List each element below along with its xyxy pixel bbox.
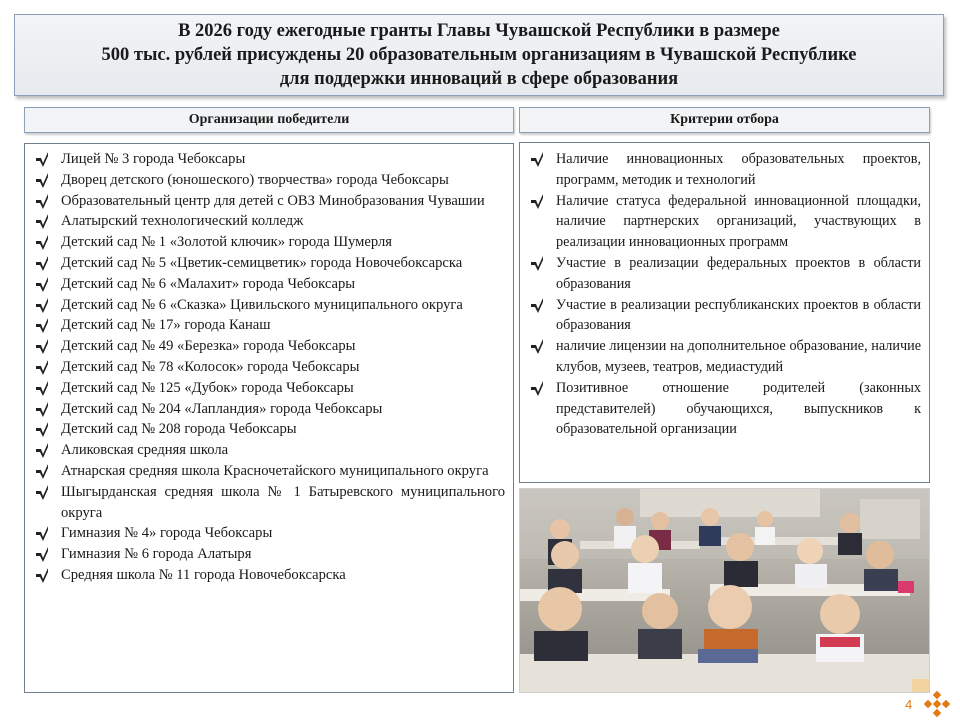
checkmark-arrow-icon — [530, 149, 544, 169]
list-item-text: Аликовская средняя школа — [61, 442, 229, 459]
list-item — [33, 274, 505, 295]
checkmark-arrow-icon — [530, 191, 544, 211]
list-item — [33, 211, 505, 232]
list-item-text: Наличие статуса федеральной инновационной площадки, наличие партнерских организаций, участвующих в реализации инновационных программ — [556, 192, 921, 251]
checkmark-arrow-icon — [35, 440, 49, 460]
list-item — [528, 149, 921, 191]
list-item-text: Детский сад № 1 «Золотой ключик» города Шумерля — [61, 234, 392, 251]
list-item-text: Участие в реализации федеральных проектов в области образования — [556, 254, 921, 292]
list-item — [528, 378, 921, 440]
list-item — [33, 461, 505, 482]
checkmark-arrow-icon — [35, 191, 49, 211]
criteria-header: Критерии отбора — [519, 107, 930, 133]
list-item-text: Участие в реализации республиканских проектов в области образования — [556, 296, 921, 334]
list-item-text: Средняя школа № 11 города Новочебоксарска — [61, 566, 346, 583]
list-item — [33, 544, 505, 565]
chuvash-ornament-icon — [922, 690, 952, 718]
list-item — [33, 149, 505, 170]
checkmark-arrow-icon — [35, 170, 49, 190]
checkmark-arrow-icon — [35, 482, 49, 502]
criteria-panel — [519, 142, 930, 483]
list-item — [528, 253, 921, 295]
list-item — [33, 482, 505, 524]
list-item — [33, 357, 505, 378]
list-item-text: Детский сад № 49 «Березка» города Чебоксары — [61, 338, 356, 355]
list-item — [33, 419, 505, 440]
list-item — [33, 253, 505, 274]
checkmark-arrow-icon — [35, 336, 49, 356]
checkmark-arrow-icon — [35, 461, 49, 481]
checkmark-arrow-icon — [35, 565, 49, 585]
list-item-text: Атнарская средняя школа Красночетайского муниципального округа — [61, 462, 489, 479]
page-number: 4 — [905, 697, 913, 712]
list-item-text: Шыгырданская средняя школа № 1 Батыревского муниципального округа — [61, 483, 505, 521]
list-item — [528, 191, 921, 253]
winners-list — [33, 149, 505, 586]
slide-title — [14, 14, 944, 96]
checkmark-arrow-icon — [530, 295, 544, 315]
list-item-text: Детский сад № 208 города Чебоксары — [61, 421, 297, 438]
list-item — [528, 336, 921, 378]
list-item — [33, 315, 505, 336]
list-item-text: Образовательный центр для детей с ОВЗ Минобразования Чувашии — [61, 192, 485, 209]
list-item — [33, 378, 505, 399]
list-item-text: Наличие инновационных образовательных проектов, программ, методик и технологий — [556, 151, 921, 188]
list-item — [33, 336, 505, 357]
classroom-photo — [519, 488, 930, 693]
checkmark-arrow-icon — [35, 523, 49, 543]
list-item — [33, 295, 505, 316]
list-item-text: Детский сад № 6 «Малахит» города Чебоксары — [61, 275, 356, 292]
checkmark-arrow-icon — [35, 295, 49, 315]
checkmark-arrow-icon — [530, 336, 544, 356]
checkmark-arrow-icon — [35, 544, 49, 564]
checkmark-arrow-icon — [35, 253, 49, 273]
list-item — [33, 191, 505, 212]
checkmark-arrow-icon — [35, 232, 49, 252]
list-item — [33, 523, 505, 544]
list-item-text: Детский сад № 204 «Лапландия» города Чебоксары — [61, 400, 383, 417]
checkmark-arrow-icon — [35, 315, 49, 335]
list-item-text: Детский сад № 78 «Колосок» города Чебоксары — [61, 358, 360, 375]
title-line-1: В 2026 году ежегодные гранты Главы Чувашской Республики в размере — [178, 21, 780, 41]
list-item-text: Детский сад № 17» города Канаш — [61, 317, 271, 334]
winners-panel — [24, 143, 514, 693]
list-item-text: Гимназия № 4» города Чебоксары — [61, 525, 273, 542]
list-item — [33, 565, 505, 586]
list-item — [33, 232, 505, 253]
list-item-text: Гимназия № 6 города Алатыря — [61, 546, 252, 563]
title-line-3: для поддержки инноваций в сфере образования — [279, 69, 679, 89]
criteria-list — [528, 149, 921, 440]
list-item-text: наличие лицензии на дополнительное образование, наличие клубов, музеев, театров, медиастудий — [556, 338, 921, 375]
checkmark-arrow-icon — [530, 253, 544, 273]
list-item-text: Позитивное отношение родителей (законных представителей) обучающихся, выпускников к образовательной организации — [556, 379, 921, 438]
list-item — [33, 399, 505, 420]
checkmark-arrow-icon — [35, 378, 49, 398]
list-item — [33, 170, 505, 191]
list-item-text: Детский сад № 125 «Дубок» города Чебоксары — [61, 379, 354, 396]
list-item-text: Детский сад № 6 «Сказка» Цивильского муниципального округа — [61, 296, 463, 313]
checkmark-arrow-icon — [35, 211, 49, 231]
list-item-text: Лицей № 3 города Чебоксары — [61, 151, 246, 167]
checkmark-arrow-icon — [35, 149, 49, 169]
list-item — [528, 295, 921, 337]
list-item — [33, 440, 505, 461]
list-item-text: Детский сад № 5 «Цветик-семицветик» города Новочебоксарска — [61, 254, 463, 271]
title-line-2: 500 тыс. рублей присуждены 20 образовательным организациям в Чувашской Республике — [101, 45, 857, 65]
checkmark-arrow-icon — [35, 274, 49, 294]
checkmark-arrow-icon — [35, 357, 49, 377]
list-item-text: Дворец детского (юношеского) творчества» города Чебоксары — [61, 171, 449, 188]
checkmark-arrow-icon — [530, 378, 544, 398]
checkmark-arrow-icon — [35, 419, 49, 439]
list-item-text: Алатырский технологический колледж — [61, 213, 304, 230]
winners-header: Организации победители — [24, 107, 514, 133]
checkmark-arrow-icon — [35, 399, 49, 419]
